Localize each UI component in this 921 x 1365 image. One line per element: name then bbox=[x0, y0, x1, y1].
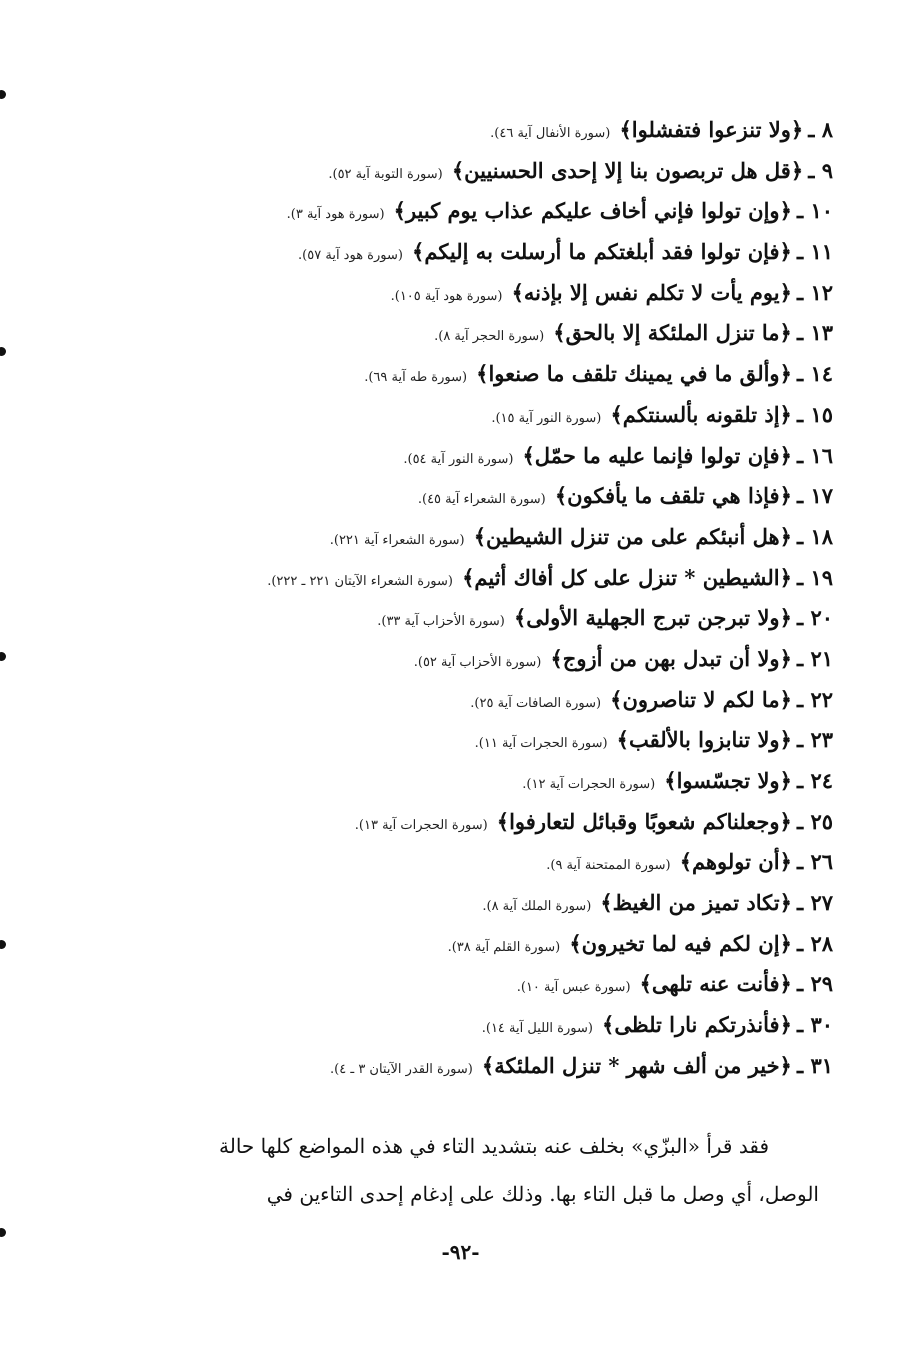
verse-number: ٢٤ ـ bbox=[796, 768, 833, 793]
verse-number: ٩ ـ bbox=[808, 157, 833, 183]
margin-mark bbox=[0, 940, 6, 949]
verse-text: ﴿ما لكم لا تناصرون﴾ bbox=[610, 686, 792, 712]
verse-number: ٣٠ ـ bbox=[796, 1012, 833, 1038]
verse-line bbox=[60, 232, 833, 273]
verse-line bbox=[60, 191, 833, 232]
verse-number: ١٩ ـ bbox=[796, 564, 833, 590]
verse-text: ﴿إن لكم فيه لما تخيرون﴾ bbox=[569, 930, 792, 956]
verse-reference: (سورة الأحزاب آية ٥٢). bbox=[413, 654, 542, 670]
verse-reference: (سورة الشعراء آية ٤٥). bbox=[417, 492, 546, 508]
verse-text: ﴿أن تولوهم﴾ bbox=[679, 849, 792, 875]
verse-text: ﴿فإن تولوا فقد أبلغتكم ما أرسلت به إليكم﴾ bbox=[412, 239, 792, 265]
verse-text: ﴿تكاد تميز من الغيظ﴾ bbox=[600, 890, 792, 916]
verse-number: ٨ ـ bbox=[808, 117, 833, 142]
body-paragraph bbox=[100, 1122, 819, 1218]
verse-text: ﴿ما تنزل الملئكة إلا بالحق﴾ bbox=[553, 320, 792, 346]
verse-number: ١٤ ـ bbox=[796, 361, 833, 387]
verse-text: ﴿فإن تولوا فإنما عليه ما حمّل﴾ bbox=[522, 442, 792, 468]
verse-number: ١١ ـ bbox=[796, 239, 833, 265]
verse-reference: (سورة الأحزاب آية ٣٣). bbox=[377, 614, 505, 630]
verse-number: ١٨ ـ bbox=[796, 523, 833, 549]
verse-line bbox=[60, 680, 833, 721]
verse-number: ٢٧ ـ bbox=[796, 890, 833, 916]
verse-reference: (سورة عبس آية ١٠). bbox=[516, 980, 631, 996]
verse-number: ١٥ ـ bbox=[796, 401, 833, 427]
verse-number: ١٠ ـ bbox=[796, 198, 833, 224]
margin-mark bbox=[0, 347, 6, 356]
verse-number: ١٢ ـ bbox=[796, 279, 833, 305]
verse-reference: (سورة النور آية ٥٤). bbox=[403, 451, 514, 467]
verse-text: ﴿قل هل تربصون بنا إلا إحدى الحسنيين﴾ bbox=[451, 157, 804, 183]
verse-reference: (سورة الممتحنة آية ٩). bbox=[546, 858, 671, 874]
verse-line bbox=[60, 883, 833, 924]
verse-reference: (سورة هود آية ٥٧). bbox=[298, 248, 403, 264]
verse-number: ٢٥ ـ bbox=[796, 808, 833, 834]
verse-line bbox=[60, 354, 833, 395]
verse-text: ﴿وألق ما في يمينك تلقف ما صنعوا﴾ bbox=[476, 361, 792, 387]
verse-number: ٢٣ ـ bbox=[796, 727, 833, 753]
verse-reference: (سورة طه آية ٦٩). bbox=[364, 370, 468, 386]
verse-line bbox=[60, 842, 833, 883]
verse-list bbox=[60, 110, 833, 1087]
verse-reference: (سورة الليل آية ١٤). bbox=[481, 1021, 593, 1037]
verse-line bbox=[60, 151, 833, 192]
verse-reference: (سورة النور آية ١٥). bbox=[491, 410, 602, 426]
verse-reference: (سورة هود آية ٣). bbox=[286, 207, 385, 223]
verse-line bbox=[60, 964, 833, 1005]
verse-reference: (سورة الحجرات آية ١١). bbox=[474, 736, 608, 752]
verse-text: ﴿ولا تبرجن تبرج الجهلية الأولى﴾ bbox=[513, 605, 792, 631]
verse-reference: (سورة التوبة آية ٥٢). bbox=[328, 166, 443, 182]
verse-reference: (سورة الشعراء آية ٢٢١). bbox=[329, 532, 465, 548]
verse-line bbox=[60, 313, 833, 354]
verse-text: ﴿ولا أن تبدل بهن من أزوج﴾ bbox=[550, 645, 792, 671]
verse-reference: (سورة الأنفال آية ٤٦). bbox=[490, 126, 611, 141]
margin-mark bbox=[0, 652, 6, 661]
verse-line bbox=[60, 639, 833, 680]
verse-text: ﴿وإن تولوا فإني أخاف عليكم عذاب يوم كبير﴾ bbox=[393, 198, 792, 224]
verse-line bbox=[60, 110, 833, 151]
verse-line bbox=[60, 558, 833, 599]
paragraph-line: الوصل، أي وصل ما قبل التاء بها. وذلك على إدغام إحدى التاءين في bbox=[266, 1182, 819, 1206]
verse-text: ﴿الشيطين * تنزل على كل أفاك أثيم﴾ bbox=[462, 564, 792, 590]
verse-number: ٢٨ ـ bbox=[796, 930, 833, 956]
verse-number: ٢٢ ـ bbox=[796, 686, 833, 712]
verse-text: ﴿فأنت عنه تلهى﴾ bbox=[639, 971, 792, 997]
verse-number: ١٧ ـ bbox=[796, 483, 833, 509]
verse-reference: (سورة الشعراء الآيتان ٢٢١ ـ ٢٢٢). bbox=[267, 573, 453, 589]
margin-mark bbox=[0, 1228, 6, 1237]
verse-reference: (سورة الملك آية ٨). bbox=[482, 899, 592, 915]
verse-line bbox=[60, 517, 833, 558]
verse-text: ﴿وجعلناكم شعوبًا وقبائل لتعارفوا﴾ bbox=[496, 808, 792, 834]
verse-number: ١٣ ـ bbox=[796, 320, 833, 346]
verse-line bbox=[60, 761, 833, 802]
verse-line bbox=[60, 273, 833, 314]
verse-line bbox=[60, 802, 833, 843]
verse-text: ﴿ولا تنابزوا بالألقب﴾ bbox=[616, 727, 792, 753]
margin-mark bbox=[0, 90, 6, 99]
verse-reference: (سورة هود آية ١٠٥). bbox=[390, 288, 503, 304]
verse-text: ﴿إذ تلقونه بألسنتكم﴾ bbox=[610, 401, 792, 427]
verse-number: ٣١ ـ bbox=[796, 1052, 833, 1078]
page-number: -٩٢- bbox=[441, 1240, 480, 1264]
verse-text: ﴿هل أنبئكم على من تنزل الشيطين﴾ bbox=[473, 523, 792, 549]
verse-number: ٢١ ـ bbox=[796, 645, 833, 671]
verse-reference: (سورة القدر الآيتان ٣ ـ ٤). bbox=[330, 1061, 473, 1077]
verse-line bbox=[60, 476, 833, 517]
verse-text: ﴿خير من ألف شهر * تنزل الملئكة﴾ bbox=[481, 1052, 792, 1078]
verse-number: ١٦ ـ bbox=[796, 442, 833, 468]
verse-text: ﴿يوم يأت لا تكلم نفس إلا بإذنه﴾ bbox=[511, 279, 792, 305]
verse-text: ﴿فإذا هي تلقف ما يأفكون﴾ bbox=[554, 483, 792, 509]
verse-text: ﴿ولا تجسّسوا﴾ bbox=[664, 768, 792, 793]
verse-line bbox=[60, 436, 833, 477]
verse-line bbox=[60, 720, 833, 761]
verse-line bbox=[60, 598, 833, 639]
verse-text: ﴿ولا تنزعوا فتفشلوا﴾ bbox=[619, 117, 804, 142]
verse-reference: (سورة الحجرات آية ١٣). bbox=[354, 817, 488, 833]
verse-reference: (سورة القلم آية ٣٨). bbox=[447, 939, 561, 955]
verse-reference: (سورة الحجر آية ٨). bbox=[434, 329, 545, 345]
verse-reference: (سورة الصافات آية ٢٥). bbox=[470, 695, 602, 711]
paragraph-line: فقد قرأ «البزّي» بخلف عنه بتشديد التاء في هذه المواضع كلها حالة bbox=[219, 1134, 769, 1158]
verse-text: ﴿فأنذرتكم نارا تلظى﴾ bbox=[602, 1012, 792, 1038]
verse-number: ٢٠ ـ bbox=[796, 605, 833, 631]
verse-reference: (سورة الحجرات آية ١٢). bbox=[522, 777, 656, 792]
verse-line bbox=[60, 1005, 833, 1046]
verse-number: ٢٩ ـ bbox=[796, 971, 833, 997]
verse-line bbox=[60, 395, 833, 436]
verse-line bbox=[60, 924, 833, 965]
verse-line bbox=[60, 1046, 833, 1087]
verse-number: ٢٦ ـ bbox=[796, 849, 833, 875]
